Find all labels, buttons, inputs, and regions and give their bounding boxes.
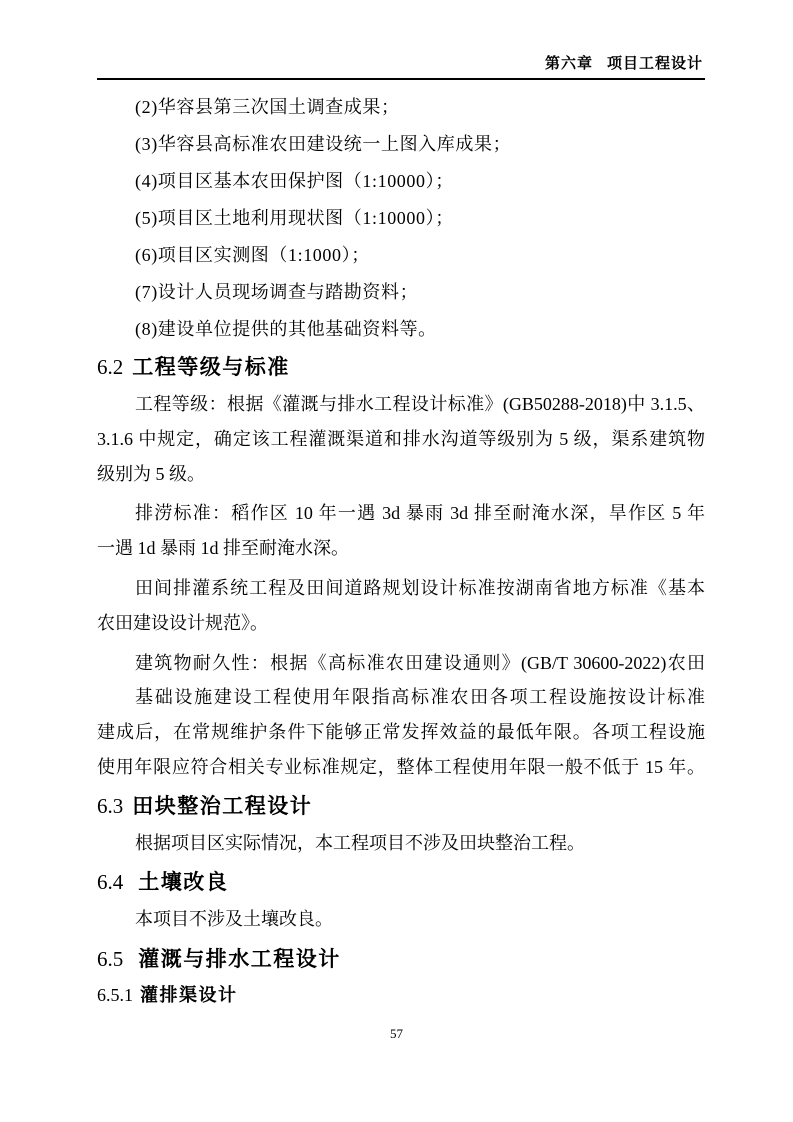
section-heading-6-4 (97, 867, 705, 898)
paragraph-line: 建筑物耐久性：根据《高标准农田建设通则》(GB/T 30600-2022)农田 (135, 652, 705, 673)
paragraph-field-consolidation (97, 826, 705, 861)
section-number: 6.4 (97, 869, 124, 894)
page-body (97, 80, 705, 1008)
section-number: 6.3 (97, 793, 124, 818)
list-item-6: (6)项目区实测图（1:1000）； (135, 245, 370, 265)
paragraph-field-standard (97, 571, 705, 641)
paragraph-line: 田间排灌系统工程及田间道路规划设计标准按湖南省地方标准《基本 (135, 577, 705, 598)
page-number: 57 (390, 1026, 403, 1041)
paragraph-line: 级别为 5 级。 (97, 463, 205, 484)
paragraph-line: 一遇 1d 暴雨 1d 排至耐淹水深。 (97, 538, 349, 559)
section-number: 6.5 (97, 947, 124, 972)
section-number: 6.5.1 (97, 985, 133, 1006)
paragraph-line: 3.1.6 中规定，确定该工程灌溉渠道和排水沟道等级别为 5 级，渠系建筑物 (97, 428, 705, 449)
paragraph-line: 本项目不涉及土壤改良。 (135, 908, 333, 929)
section-title: 土壤改良 (138, 870, 229, 894)
paragraph-line: 农田建设设计规范》。 (97, 612, 268, 633)
paragraph-drainage-standard (97, 496, 705, 566)
paragraph-soil-improvement (97, 902, 705, 937)
header-chapter-title: 项目工程设计 (606, 55, 703, 72)
section-title: 工程等级与标准 (132, 356, 290, 379)
paragraph-line: 根据项目区实际情况，本工程项目不涉及田块整治工程。 (135, 832, 585, 853)
list-item-3: (3)华容县高标准农田建设统一上图入库成果； (135, 134, 512, 154)
section-title: 田块整治工程设计 (132, 794, 313, 818)
section-heading-6-3 (97, 791, 705, 822)
section-heading-6-5-1 (97, 982, 705, 1008)
paragraph-line: 使用年限应符合相关专业标准规定，整体工程使用年限一般不低于 15 年。 (97, 756, 705, 777)
paragraph-line: 排涝标准：稻作区 10 年一遇 3d 暴雨 3d 排至耐淹水深，旱作区 5 年 (135, 503, 705, 524)
paragraph-engineering-grade (97, 387, 705, 491)
list-item-5: (5)项目区土地利用现状图（1:10000）； (135, 208, 454, 228)
list-item-4: (4)项目区基本农田保护图（1:10000）； (135, 171, 454, 191)
section-number: 6.2 (97, 355, 124, 379)
page-header (97, 0, 705, 80)
header-chapter-label: 第六章 (544, 55, 593, 72)
section-heading-6-5 (97, 944, 705, 975)
section-heading-6-2 (97, 352, 705, 383)
list-item-2: (2)华容县第三次国土调查成果； (135, 97, 400, 117)
list-item-7: (7)设计人员现场调查与踏勘资料； (135, 282, 419, 302)
paragraph-durability (97, 646, 705, 785)
list-item-8: (8)建设单位提供的其他基础资料等。 (135, 319, 437, 339)
paragraph-line: 工程等级：根据《灌溉与排水工程设计标准》(GB50288-2018)中 3.1.5、 (135, 394, 705, 414)
section-title: 灌溉与排水工程设计 (138, 948, 341, 972)
section-title: 灌排渠设计 (140, 985, 238, 1006)
paragraph-line: 基础设施建设工程使用年限指高标准农田各项工程设施按设计标准 (135, 687, 705, 708)
paragraph-line: 建成后，在常规维护条件下能够正常发挥效益的最低年限。各项工程设施 (97, 722, 705, 743)
